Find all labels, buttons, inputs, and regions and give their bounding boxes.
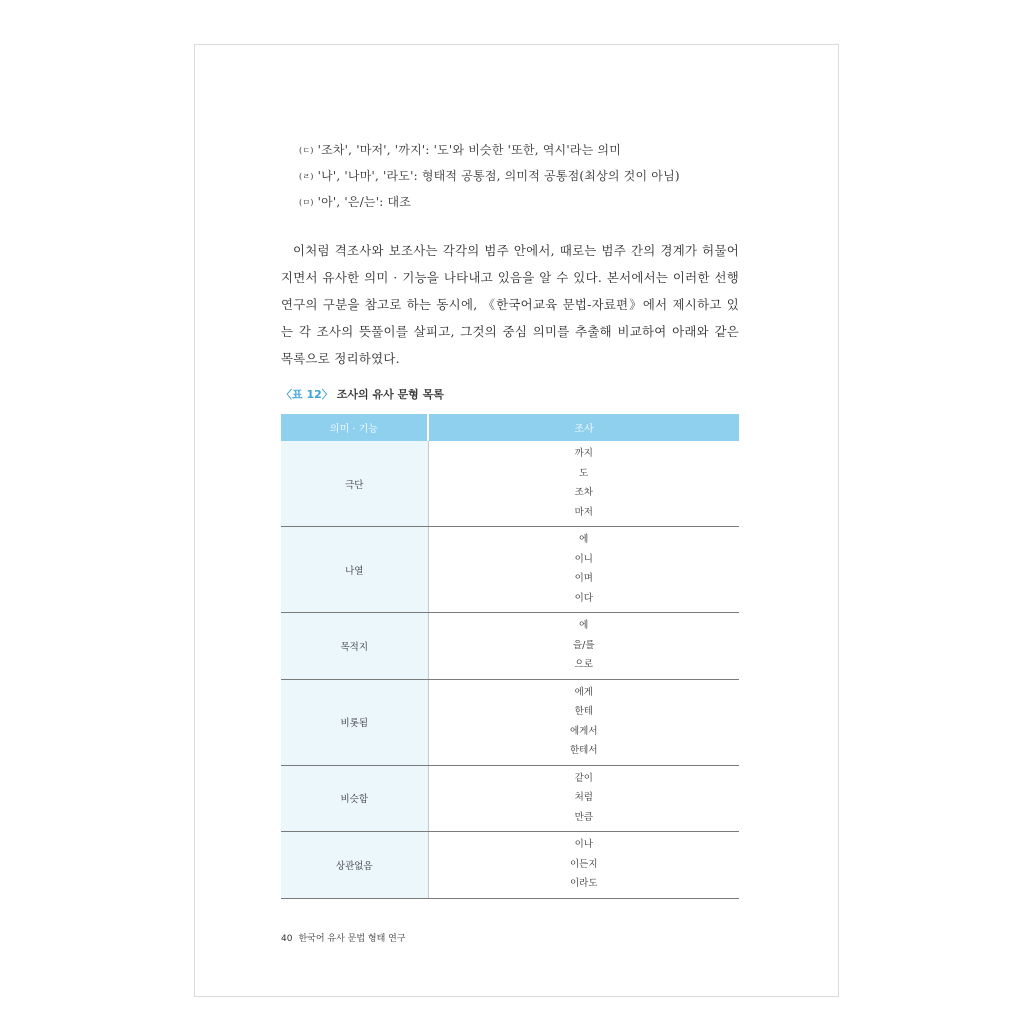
table-caption [281, 386, 444, 402]
meaning-cell: 비슷함 [281, 765, 428, 832]
table-caption-title: 조사의 유사 문형 목록 [336, 388, 444, 401]
particle-cell [428, 765, 739, 832]
particle-item: 으로 [574, 659, 593, 670]
meaning-cell: 비롯됨 [281, 679, 428, 765]
meaning-cell: 목적지 [281, 613, 428, 680]
particle-cell [428, 679, 739, 765]
example-marker: (ㄷ) [299, 146, 314, 155]
example-list [299, 137, 759, 215]
particle-item: 에 [579, 620, 589, 631]
meaning-cell: 극단 [281, 441, 428, 527]
particle-item: 같이 [574, 772, 593, 784]
running-title: 한국어 유사 문법 형태 연구 [298, 934, 406, 944]
particle-item: 만큼 [574, 811, 593, 823]
particle-item: 이다 [574, 592, 593, 604]
particle-cell [428, 613, 739, 680]
particle-item: 도 [579, 467, 589, 479]
particle-item: 이며 [574, 573, 593, 584]
example-item [299, 189, 759, 215]
table-caption-tag: 〈표 12〉 [281, 388, 333, 401]
example-text: '아', '은/는': 대조 [317, 195, 412, 209]
example-text: '나', '나마', '라도': 형태적 공통점, 의미적 공통점(최상의 것이 아님) [317, 169, 680, 183]
particle-item: 한테 [574, 706, 593, 717]
particle-item: 한테서 [569, 745, 598, 756]
particle-item: 이니 [574, 553, 593, 565]
particle-item: 에 [579, 534, 589, 545]
particle-item: 을/를 [572, 639, 595, 651]
example-item [299, 137, 759, 163]
table-row [281, 679, 739, 765]
header-particle: 조사 [428, 414, 739, 441]
particle-cell [428, 527, 739, 613]
particle-item: 까지 [574, 448, 593, 459]
example-item [299, 163, 759, 189]
meaning-cell: 나열 [281, 527, 428, 613]
particle-item: 이나 [574, 839, 593, 850]
particle-item: 에게서 [569, 725, 598, 737]
particle-item: 에게 [574, 686, 593, 698]
table-row [281, 527, 739, 613]
particle-item: 처럼 [574, 792, 593, 803]
particle-item: 이든지 [569, 858, 598, 870]
example-marker: (ㅁ) [299, 198, 314, 207]
example-text: '조차', '마저', '까지': '도'와 비슷한 '또한, 역시'라는 의미 [317, 143, 622, 157]
example-marker: (ㄹ) [299, 172, 314, 181]
table-row [281, 832, 739, 899]
table-header-row [281, 414, 739, 441]
header-meaning: 의미 · 기능 [281, 414, 428, 441]
particle-item: 이라도 [569, 878, 598, 889]
particle-table [281, 414, 739, 899]
body-paragraph: 이처럼 격조사와 보조사는 각각의 범주 안에서, 때로는 범주 간의 경계가 허물어지면서 유사한 의미 · 기능을 나타내고 있음을 알 수 있다. 본서에서는 이러한 선행연구의 구분을 참고로 하는 동시에, 《한국어교육 문법-자료편》에서 제시하고 있는 각 조사의 뜻풀이를 살피고, 그것의 중심 의미를 추출해 비교하여 아래와 같은 목록으로 정리하였다. [281, 243, 739, 367]
meaning-cell: 상관없음 [281, 832, 428, 899]
page-footer [281, 931, 406, 944]
page-number: 40 [281, 934, 293, 944]
particle-cell [428, 832, 739, 899]
document-page [194, 44, 839, 997]
particle-item: 마저 [574, 506, 593, 518]
table-row [281, 613, 739, 680]
particle-cell [428, 441, 739, 527]
table-row [281, 441, 739, 527]
table-row [281, 765, 739, 832]
particle-item: 조차 [574, 487, 593, 498]
